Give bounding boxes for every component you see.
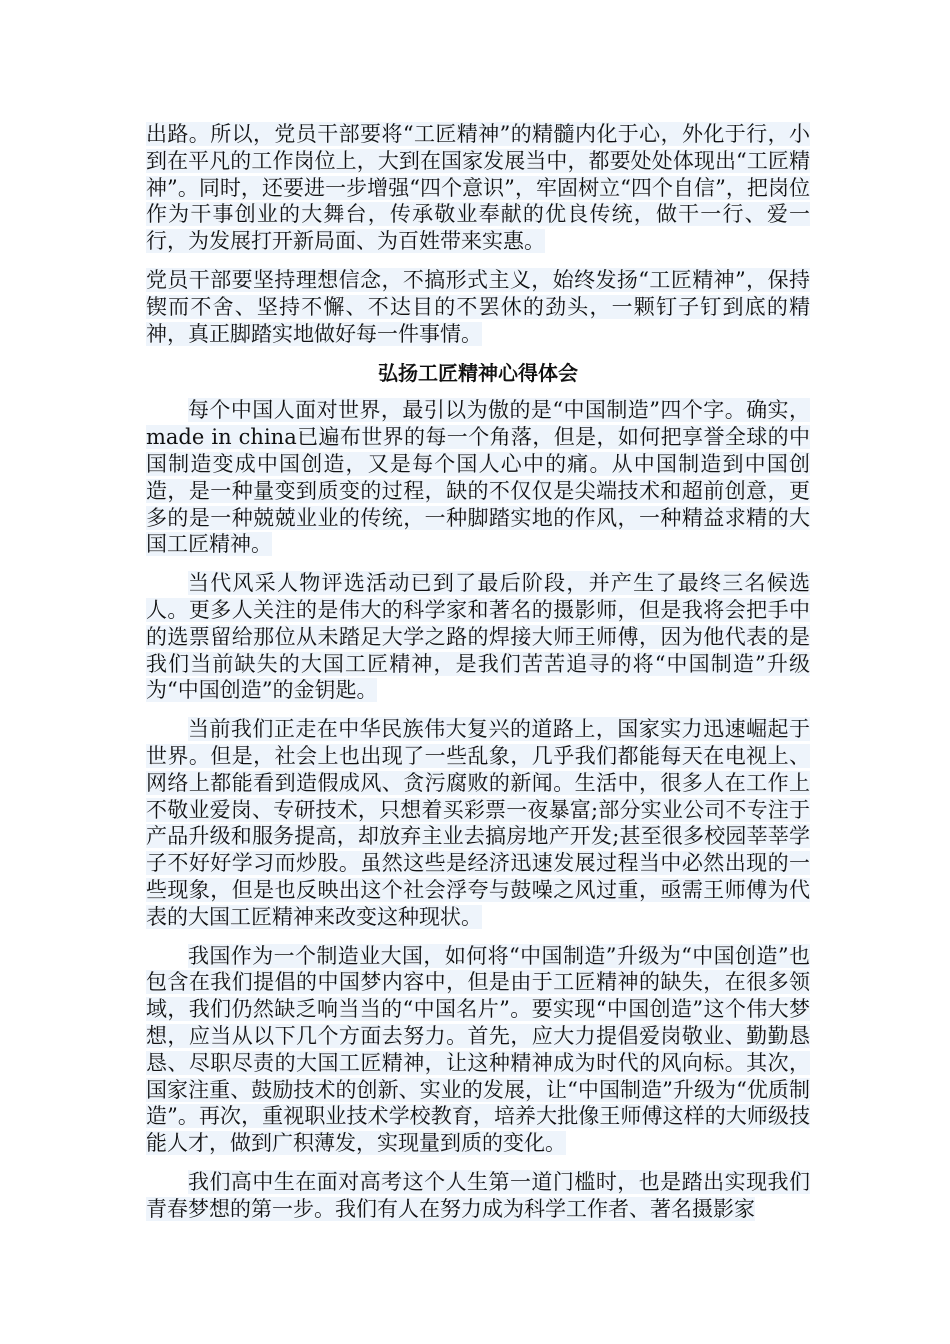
paragraph bbox=[146, 716, 810, 930]
paragraph-text: 出路。所以，党员干部要将“工匠精神”的精髓内化于心，外化于行，小到在平凡的工作岗位上，大到在国家发展当中，都要处处体现出“工匠精神”。同时，还要进一步增强“四个意识”，牢固树立“四个自信”，把岗位作为干事创业的大舞台，传承敬业奉献的优良传统，做干一行、爱一行，为发展打开新局面、为百姓带来实惠。 bbox=[146, 122, 810, 254]
paragraph bbox=[146, 267, 810, 347]
paragraph-text: 我国作为一个制造业大国，如何将“中国制造”升级为“中国创造”也包含在我们提倡的中国梦内容中，但是由于工匠精神的缺失，在很多领域，我们仍然缺乏响当当的“中国名片”。要实现“中国创造”这个伟大梦想，应当从以下几个方面去努力。首先，应大力提倡爱岗敬业、勤勤恳恳、尽职尽责的大国工匠精神，让这种精神成为时代的风向标。其次，国家注重、鼓励技术的创新、实业的发展，让“中国制造”升级为“优质制造”。再次，重视职业技术学校教育，培养大批像王师傅这样的大师级技能人才，做到广积薄发，实现量到质的变化。 bbox=[146, 943, 810, 1156]
document-body bbox=[146, 121, 810, 1234]
paragraph-text: 当前我们正走在中华民族伟大复兴的道路上，国家实力迅速崛起于世界。但是，社会上也出现了一些乱象，几乎我们都能每天在电视上、网络上都能看到造假成风、贪污腐败的新闻。生活中，很多人在工作上不敬业爱岗、专研技术，只想着买彩票一夜暴富;部分实业公司不专注于产品升级和服务提高，却放弃主业去搞房地产开发;甚至很多校园莘莘学子不好好学习而炒股。虽然这些是经济迅速发展过程当中必然出现的一些现象，但是也反映出这个社会浮夸与鼓噪之风过重，亟需王师傅为代表的大国工匠精神来改变这种现状。 bbox=[146, 717, 810, 929]
paragraph bbox=[146, 1169, 810, 1223]
paragraph-text: 党员干部要坚持理想信念，不搞形式主义，始终发扬“工匠精神”，保持锲而不舍、坚持不懈、不达目的不罢休的劲头，一颗钉子钉到底的精神，真正脚踏实地做好每一件事情。 bbox=[146, 267, 810, 346]
paragraph-continued bbox=[146, 121, 810, 255]
paragraph-text: 我们高中生在面对高考这个人生第一道门槛时，也是踏出实现我们青春梦想的第一步。我们有人在努力成为科学工作者、著名摄影家 bbox=[146, 1169, 810, 1221]
paragraph bbox=[146, 570, 810, 704]
paragraph-text: 当代风采人物评选活动已到了最后阶段，并产生了最终三名候选人。更多人关注的是伟大的科学家和著名的摄影师，但是我将会把手中的选票留给那位从未踏足大学之路的焊接大师王师傅，因为他代表的是我们当前缺失的大国工匠精神，是我们苦苦追寻的将“中国制造”升级为“中国创造”的金钥匙。 bbox=[146, 571, 810, 703]
section-title: 弘扬工匠精神心得体会 bbox=[378, 361, 578, 386]
paragraph-text: 每个中国人面对世界，最引以为傲的是“中国制造”四个字。确实，made in china已遍布世界的每一个角落，但是，如何把享誉全球的中国制造变成中国创造，又是每个国人心中的痛。从中国制造到中国创造，是一种量变到质变的过程，缺的不仅仅是尖端技术和超前创意，更多的是一种兢兢业业的传统，一种脚踏实地的作风，一种精益求精的大国工匠精神。 bbox=[146, 398, 810, 557]
paragraph bbox=[146, 397, 810, 558]
paragraph bbox=[146, 943, 810, 1157]
